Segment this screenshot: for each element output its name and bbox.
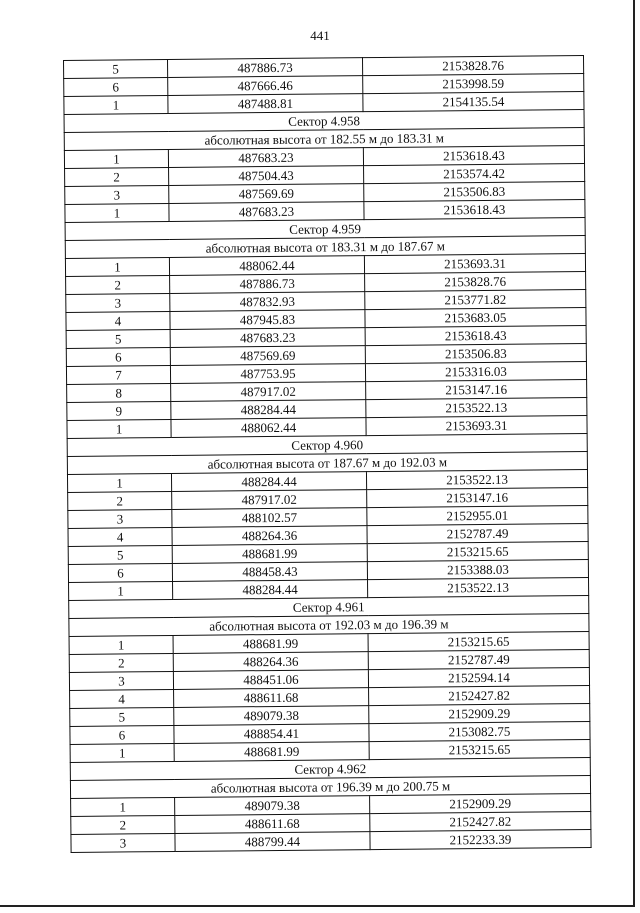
scan-edge-bottom [0,905,635,907]
y-coordinate-cell: 2153683.05 [365,307,586,327]
x-coordinate-cell: 489079.38 [175,796,370,816]
y-coordinate-cell: 2152427.82 [370,811,591,831]
y-coordinate-cell: 2153082.75 [369,721,590,741]
y-coordinate-cell: 2152594.14 [368,667,589,687]
point-number-cell: 5 [66,329,170,348]
x-coordinate-cell: 487683.23 [168,148,363,168]
x-coordinate-cell: 489079.38 [174,706,369,726]
y-coordinate-cell: 2153618.43 [364,199,585,219]
sector-title: Сектор 4.958 [64,110,584,133]
y-coordinate-cell: 2153522.13 [366,469,587,489]
y-coordinate-cell: 2153388.03 [367,559,588,579]
y-coordinate-cell: 2153828.76 [362,56,583,76]
y-coordinate-cell: 2153215.65 [368,631,589,651]
y-coordinate-cell: 2153693.31 [364,253,585,273]
table-row [71,829,591,852]
point-number-cell: 1 [69,581,173,600]
x-coordinate-cell: 487683.23 [169,202,364,222]
scan-edge-right [633,0,635,905]
x-coordinate-cell: 487886.73 [167,58,362,78]
y-coordinate-cell: 2153316.03 [365,361,586,381]
coordinates-table-body [64,56,592,853]
point-number-cell: 1 [71,797,175,816]
x-coordinate-cell: 487832.93 [170,292,365,312]
x-coordinate-cell: 488062.44 [169,256,364,276]
point-number-cell: 3 [65,185,169,204]
x-coordinate-cell: 488284.44 [171,400,366,420]
point-number-cell: 4 [70,689,174,708]
y-coordinate-cell: 2152233.39 [370,829,591,849]
point-number-cell: 5 [68,545,172,564]
point-number-cell: 1 [64,149,168,168]
x-coordinate-cell: 488264.36 [173,652,368,672]
x-coordinate-cell: 488681.99 [172,544,367,564]
point-number-cell: 1 [65,257,169,276]
point-number-cell: 2 [68,491,172,510]
point-number-cell: 1 [65,203,169,222]
sector-title: Сектор 4.962 [70,757,590,780]
point-number-cell: 5 [70,707,174,726]
point-number-cell: 2 [71,815,175,834]
point-number-cell: 2 [66,275,170,294]
y-coordinate-cell: 2153574.42 [364,163,585,183]
x-coordinate-cell: 488284.44 [173,580,368,600]
y-coordinate-cell: 2153147.16 [367,487,588,507]
x-coordinate-cell: 487917.02 [172,490,367,510]
point-number-cell: 5 [64,59,168,78]
x-coordinate-cell: 488102.57 [172,508,367,528]
y-coordinate-cell: 2153618.43 [363,145,584,165]
y-coordinate-cell: 2152909.29 [369,703,590,723]
point-number-cell: 1 [67,419,171,438]
y-coordinate-cell: 2154135.54 [363,92,584,112]
sector-altitude: абсолютная высота от 187.67 м до 192.03 м [67,451,587,474]
coordinates-table [63,55,592,853]
x-coordinate-cell: 487569.69 [169,184,364,204]
y-coordinate-cell: 2153828.76 [365,271,586,291]
x-coordinate-cell: 487504.43 [169,166,364,186]
point-number-cell: 3 [68,509,172,528]
point-number-cell: 6 [68,563,172,582]
point-number-cell: 1 [67,473,171,492]
y-coordinate-cell: 2152955.01 [367,505,588,525]
y-coordinate-cell: 2153506.83 [365,343,586,363]
point-number-cell: 1 [64,95,168,114]
point-number-cell: 9 [67,401,171,420]
x-coordinate-cell: 487569.69 [170,346,365,366]
x-coordinate-cell: 488611.68 [174,688,369,708]
point-number-cell: 3 [71,833,175,852]
x-coordinate-cell: 488681.99 [174,742,369,762]
point-number-cell: 6 [66,347,170,366]
x-coordinate-cell: 488611.68 [175,814,370,834]
point-number-cell: 2 [65,167,169,186]
x-coordinate-cell: 487753.95 [170,364,365,384]
point-number-cell: 4 [66,311,170,330]
point-number-cell: 4 [68,527,172,546]
point-number-cell: 3 [66,293,170,312]
y-coordinate-cell: 2153147.16 [366,379,587,399]
y-coordinate-cell: 2152787.49 [367,523,588,543]
point-number-cell: 3 [69,671,173,690]
x-coordinate-cell: 488264.36 [172,526,367,546]
x-coordinate-cell: 488062.44 [171,418,366,438]
x-coordinate-cell: 488451.06 [173,670,368,690]
x-coordinate-cell: 487683.23 [170,328,365,348]
x-coordinate-cell: 488458.43 [172,562,367,582]
point-number-cell: 8 [67,383,171,402]
y-coordinate-cell: 2152787.49 [368,649,589,669]
point-number-cell: 1 [69,635,173,654]
y-coordinate-cell: 2153618.43 [365,325,586,345]
x-coordinate-cell: 488799.44 [175,832,370,852]
x-coordinate-cell: 488854.41 [174,724,369,744]
y-coordinate-cell: 2153522.13 [366,397,587,417]
sector-altitude: абсолютная высота от 192.03 м до 196.39 м [69,613,589,636]
point-number-cell: 2 [69,653,173,672]
y-coordinate-cell: 2153215.65 [367,541,588,561]
x-coordinate-cell: 488284.44 [171,472,366,492]
point-number-cell: 1 [70,743,174,762]
sector-altitude: абсолютная высота от 182.55 м до 183.31 м [64,128,584,151]
point-number-cell: 6 [70,725,174,744]
y-coordinate-cell: 2153998.59 [363,74,584,94]
y-coordinate-cell: 2152909.29 [370,793,591,813]
page-number: 441 [310,28,330,43]
point-number-cell: 6 [64,77,168,96]
y-coordinate-cell: 2153522.13 [368,577,589,597]
sector-title: Сектор 4.959 [65,217,585,240]
y-coordinate-cell: 2153506.83 [364,181,585,201]
x-coordinate-cell: 488681.99 [173,634,368,654]
x-coordinate-cell: 487666.46 [168,76,363,96]
sector-altitude: абсолютная высота от 196.39 м до 200.75 м [70,775,590,798]
sector-title: Сектор 4.960 [67,433,587,456]
x-coordinate-cell: 487917.02 [171,382,366,402]
x-coordinate-cell: 487945.83 [170,310,365,330]
x-coordinate-cell: 487886.73 [170,274,365,294]
y-coordinate-cell: 2153693.31 [366,415,587,435]
y-coordinate-cell: 2153215.65 [369,739,590,759]
y-coordinate-cell: 2153771.82 [365,289,586,309]
x-coordinate-cell: 487488.81 [168,94,363,114]
sector-title: Сектор 4.961 [69,595,589,618]
sector-altitude: абсолютная высота от 183.31 м до 187.67 м [65,235,585,258]
y-coordinate-cell: 2152427.82 [369,685,590,705]
point-number-cell: 7 [66,365,170,384]
